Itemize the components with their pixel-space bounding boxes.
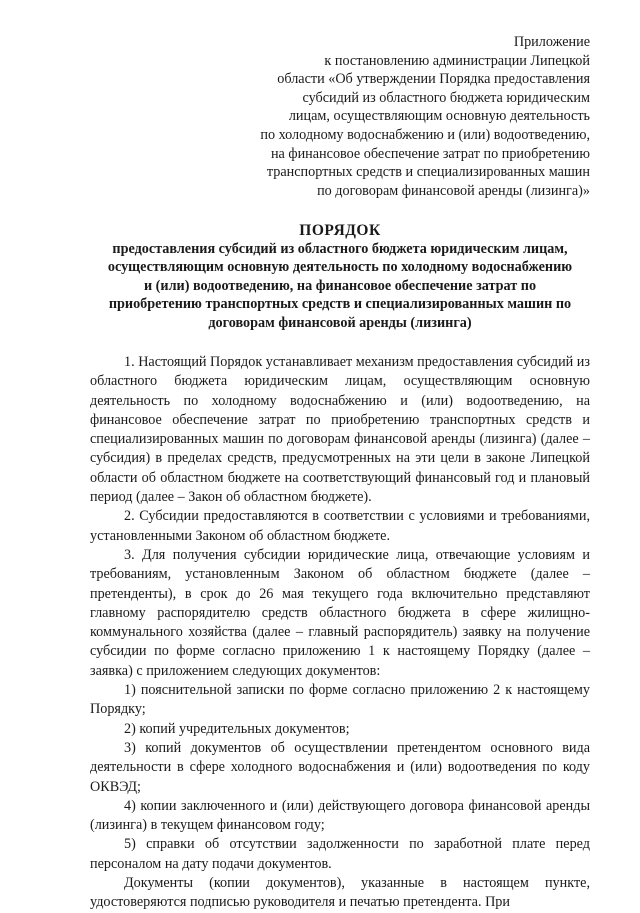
body-paragraph: 5) справки об отсутствии задолженности по заработной плате перед персоналом на дату подачи документов. bbox=[90, 836, 590, 872]
body-paragraph: 2) копий учредительных документов; bbox=[124, 720, 350, 737]
annex-line: к постановлению администрации Липецкой bbox=[324, 52, 590, 69]
annex-line: транспортных средств и специализированных машин bbox=[266, 164, 590, 181]
document-heading: ПОРЯДОК bbox=[299, 222, 381, 239]
subtitle-line: предоставления субсидий из областного бюджета юридическим лицам, bbox=[112, 241, 568, 257]
document-body bbox=[90, 353, 590, 913]
body-paragraph: 4) копии заключенного и (или) действующего договора финансовой аренды (лизинга) в текущем финансовом году; bbox=[90, 797, 590, 834]
annex-header bbox=[210, 33, 590, 200]
annex-line: на финансовое обеспечение затрат по приобретению bbox=[270, 145, 590, 162]
annex-line: субсидий из областного бюджета юридическим bbox=[302, 89, 590, 106]
body-paragraph: 1. Настоящий Порядок устанавливает механизм предоставления субсидий из областного бюджета юридическим лицам, осуществляющим основную деятельность по холодному водоснабжению и (или) водоотведению, на финансовое обеспечение затрат по приобретению транспортных средств и специализированных машин по договорам финансовой аренды (лизинга) (далее – субсидия) в пределах средств, предусмотренных на эти цели в законе Липецкой области об областном бюджете на соответствующий финансовый год и плановый период (далее – Закон об областном бюджете). bbox=[90, 354, 590, 506]
body-paragraph: 3) копий документов об осуществлении претендентом основного вида деятельности в сфере холодного водоснабжения и (или) водоотведения по коду ОКВЭД; bbox=[90, 739, 590, 795]
annex-line: по холодному водоснабжению и (или) водоотведению, bbox=[260, 126, 590, 143]
subtitle-line: осуществляющим основную деятельность по холодному водоснабжению bbox=[107, 259, 573, 276]
subtitle-line: приобретению транспортных средств и специализированных машин по bbox=[108, 296, 572, 313]
body-paragraph: 1) пояснительной записки по форме согласно приложению 2 к настоящему Порядку; bbox=[90, 682, 590, 718]
body-paragraph: Документы (копии документов), указанные в настоящем пункте, удостоверяются подписью руководителя и печатью претендента. При bbox=[90, 875, 590, 911]
annex-line: по договорам финансовой аренды (лизинга)» bbox=[317, 182, 590, 199]
annex-line: лицам, осуществляющим основную деятельность bbox=[288, 108, 590, 125]
body-paragraph: 2. Субсидии предоставляются в соответствии с условиями и требованиями, установленными Законом об областном бюджете. bbox=[90, 508, 590, 544]
annex-line: области «Об утверждении Порядка предоставления bbox=[277, 71, 590, 88]
subtitle-line: и (или) водоотведению, на финансовое обеспечение затрат по bbox=[143, 277, 537, 294]
document-subtitle bbox=[90, 240, 590, 332]
body-paragraph: 3. Для получения субсидии юридические лица, отвечающие условиям и требованиям, установленным Законом об областном бюджете (далее – претенденты), в срок до 26 мая текущего года включительно представляют главному распорядителю средств областного бюджета в сфере жилищно-коммунального хозяйства (далее – главный распорядитель) заявку на получение субсидии по форме согласно приложению 1 к настоящему Порядку (далее – заявка) с приложением следующих документов: bbox=[90, 546, 590, 679]
subtitle-line: договорам финансовой аренды (лизинга) bbox=[208, 314, 472, 331]
annex-line: Приложение bbox=[513, 34, 590, 50]
document-title-block bbox=[90, 221, 590, 332]
